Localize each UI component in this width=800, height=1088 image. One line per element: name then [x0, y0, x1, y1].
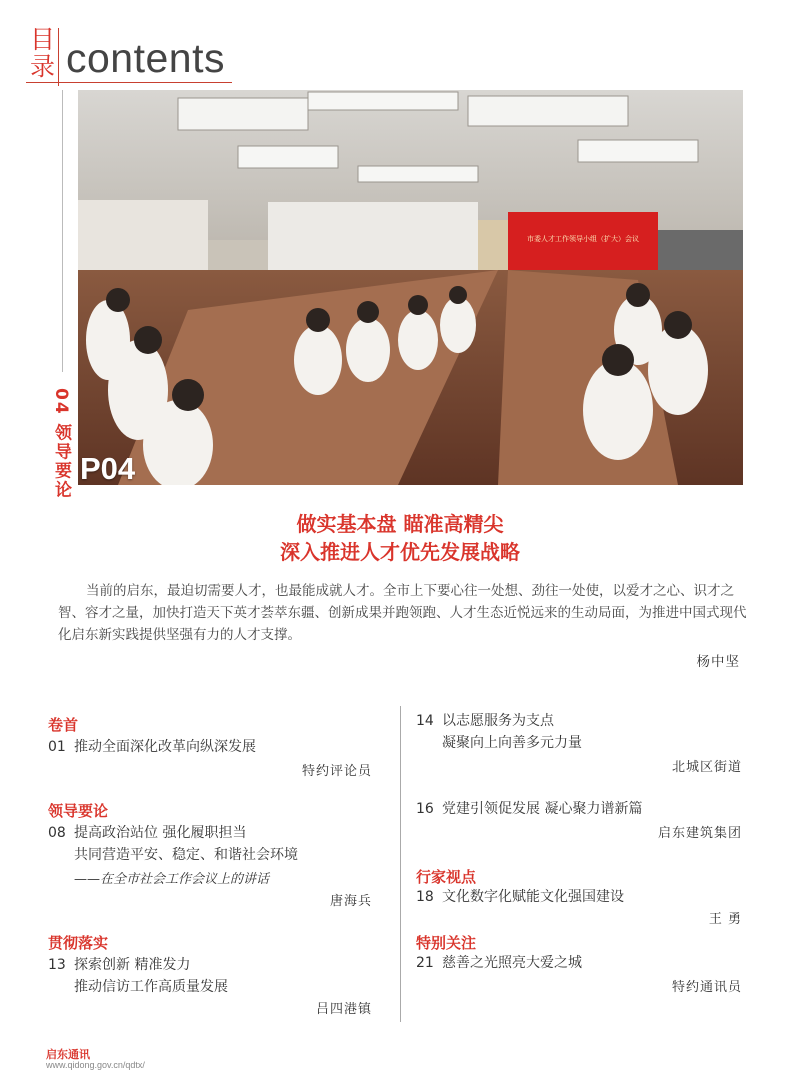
side-section-label: 04 领导要论	[51, 388, 71, 500]
toc-entry-08[interactable]	[48, 822, 246, 844]
feature-title-line1[interactable]: 做实基本盘 瞄准高精尖	[296, 512, 504, 536]
toc-entry-21[interactable]	[416, 952, 582, 974]
meeting-photo-illustration	[78, 90, 743, 485]
toc-entry-number: 18	[416, 889, 434, 905]
column-divider	[400, 706, 401, 1022]
section-lingdao: 领导要论	[48, 802, 109, 820]
toc-entry-title: 以志愿服务为支点	[442, 713, 554, 729]
header-title-cn: 目录	[30, 25, 56, 81]
toc-entry-number: 13	[48, 957, 66, 973]
toc-entry-number: 01	[48, 739, 66, 755]
feature-summary: 当前的启东，最迫切需要人才，也最能成就人才。全市上下要心往一处想、劲往一处使，以爱才之心、识才之智、容才之量，加快打造天下英才荟萃东疆、创新成果并跑领跑、人才生态近悦远来的生动局面，为推进中国式现代化启东新实践提供坚强有力的人才支撑。	[58, 583, 747, 643]
toc-entry-14[interactable]	[416, 710, 554, 732]
side-rule	[62, 90, 63, 372]
toc-entry-title: 文化数字化赋能文化强国建设	[442, 889, 624, 905]
toc-entry-title: 党建引领促发展 凝心聚力谱新篇	[442, 801, 643, 817]
toc-entry-author: 北城区街道	[671, 760, 742, 775]
toc-entry-title: 慈善之光照亮大爱之城	[442, 955, 582, 971]
toc-entry-author: 王 勇	[708, 912, 742, 927]
header-title-en: contents	[66, 35, 225, 81]
toc-entry-title: 探索创新 精准发力	[74, 957, 191, 973]
footer-brand: 启东通讯	[46, 1048, 90, 1061]
toc-entry-number: 08	[48, 825, 66, 841]
feature-author: 杨中坚	[696, 654, 740, 670]
toc-entry-author: 唐海兵	[329, 894, 372, 909]
toc-entry-title: 提高政治站位 强化履职担当	[74, 825, 247, 841]
toc-entry-author: 特约通讯员	[671, 980, 742, 995]
photo-page-label: P04	[80, 451, 136, 486]
toc-entry-subtitle: ——在全市社会工作会议上的讲话	[74, 872, 270, 887]
toc-entry-number: 14	[416, 713, 434, 729]
section-guanche: 贯彻落实	[48, 934, 109, 952]
toc-entry-16[interactable]	[416, 798, 642, 820]
toc-entry-01[interactable]	[48, 736, 256, 758]
toc-entry-13[interactable]	[48, 954, 190, 976]
footer-url[interactable]: www.qidong.gov.cn/qdtx/	[46, 1060, 145, 1070]
meeting-screen	[508, 212, 658, 274]
feature-title-line2[interactable]: 深入推进人才优先发展战略	[280, 540, 520, 564]
toc-entry-author: 启东建筑集团	[657, 826, 742, 841]
section-juanshou: 卷首	[48, 716, 79, 734]
toc-entry-author: 吕四港镇	[315, 1002, 372, 1017]
toc-entry-13-line2[interactable]: 推动信访工作高质量发展	[74, 979, 228, 995]
toc-entry-18[interactable]	[416, 886, 624, 908]
toc-entry-08-line2[interactable]: 共同营造平安、稳定、和谐社会环境	[74, 847, 298, 863]
meeting-photo	[78, 90, 743, 485]
toc-entry-number: 16	[416, 801, 434, 817]
section-hangjia: 行家视点	[416, 868, 477, 886]
toc-entry-title: 推动全面深化改革向纵深发展	[74, 739, 256, 755]
header-underline	[26, 82, 232, 83]
toc-entry-number: 21	[416, 955, 434, 971]
header-divider-vertical	[58, 28, 59, 86]
section-tebie: 特别关注	[416, 934, 477, 952]
toc-entry-14-line2[interactable]: 凝聚向上向善多元力量	[442, 735, 582, 751]
svg-text:市委人才工作领导小组（扩大）会议: 市委人才工作领导小组（扩大）会议	[527, 235, 639, 243]
toc-entry-author: 特约评论员	[301, 764, 372, 779]
